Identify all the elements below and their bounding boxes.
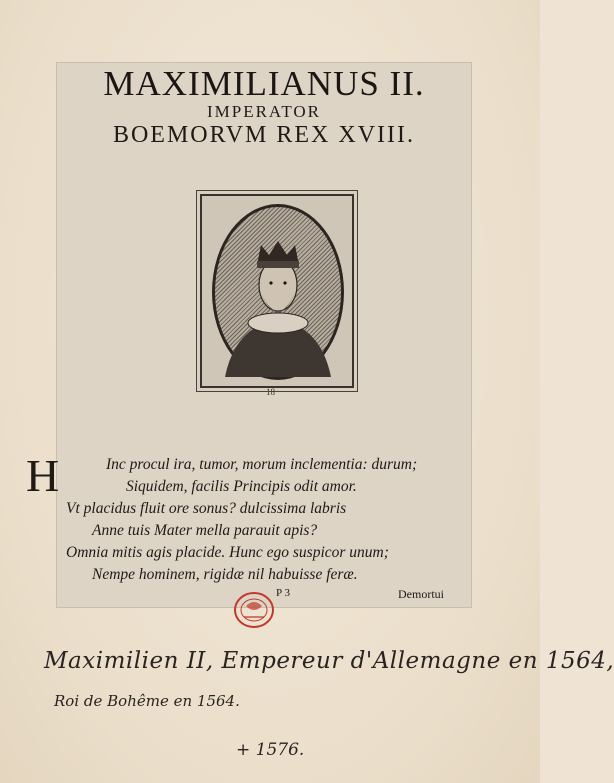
- library-stamp-icon: [232, 590, 276, 630]
- verse-line: Nempe hominem, rigidæ nil habuisse feræ.: [92, 566, 358, 583]
- catchword: Demortui: [398, 587, 444, 601]
- handwritten-annotation-title: Maximilien II, Empereur d'Allemagne en 1564,: [44, 648, 614, 674]
- print-subtitle-rex: BOEMORVM REX XVIII.: [112, 122, 416, 148]
- handwritten-annotation-death: + 1576.: [236, 740, 305, 760]
- verse-line: Vt placidus fluit ore sonus? dulcissima labris: [66, 500, 347, 517]
- plate-number: 18: [266, 387, 275, 397]
- verse-dropcap: H: [26, 450, 60, 501]
- verse-line: Omnia mitis agis placide. Hunc ego suspicor unum;: [66, 544, 389, 561]
- print-title: MAXIMILIANUS II.: [103, 64, 425, 103]
- print-subtitle-imperator: IMPERATOR: [206, 102, 322, 121]
- verse-line: Anne tuis Mater mella parauit apis?: [92, 522, 318, 539]
- signature-mark: P 3: [276, 587, 290, 599]
- portrait-frame: [200, 194, 354, 388]
- engraved-sheet: [26, 62, 472, 608]
- verse-line: Siquidem, facilis Principis odit amor.: [126, 478, 357, 495]
- verse-line: H Inc procul ira, tumor, morum inclementia: durum;: [26, 450, 418, 501]
- handwritten-annotation-bohemia: Roi de Bohême en 1564.: [54, 692, 240, 710]
- portrait-figure-icon: [215, 207, 341, 377]
- epigram-verses: [26, 450, 466, 586]
- portrait-engraving: [212, 204, 344, 380]
